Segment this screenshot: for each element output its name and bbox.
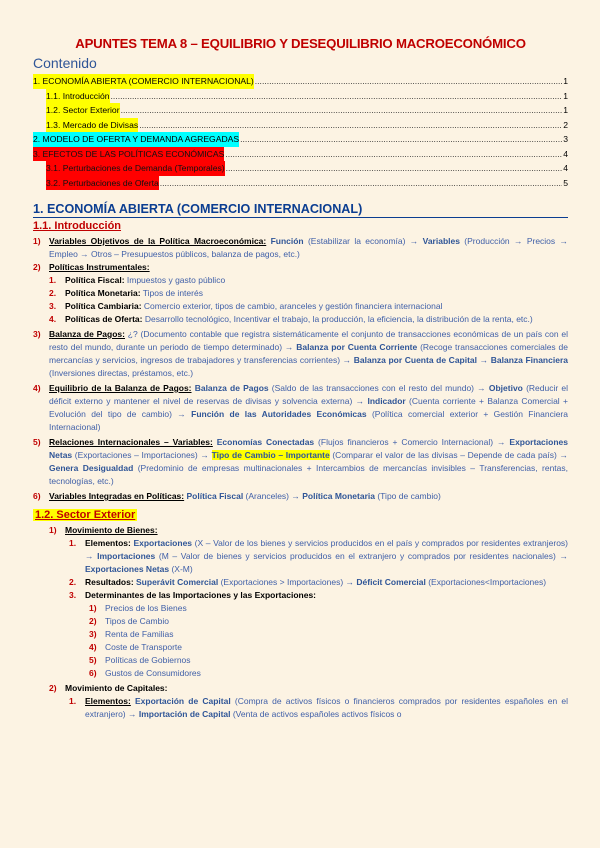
list-item: 5) Políticas de Gobiernos bbox=[89, 655, 191, 665]
list-item: 3. Determinantes de las Importaciones y las Exportaciones: bbox=[69, 590, 316, 600]
document-title: APUNTES TEMA 8 – EQUILIBRIO Y DESEQUILIBRIO MACROECONÓMICO bbox=[75, 36, 526, 51]
list-item: 2) Tipos de Cambio bbox=[89, 616, 169, 626]
list-item: 5) Relaciones Internacionales – Variables: Economías Conectadas (Flujos financieros + Comercio Internacional) → Exportaciones Netas (Exportaciones – Importaciones) → Tipo de Cambio – Importante (Comparar el valor de las divisas – Depende de cada país) → Genera Desigualdad (Predominio de empresas multinacionales + Intercambios de mercancías invisibles – Transferencias, rentas, tecnologías, etc.) bbox=[33, 437, 569, 486]
section-heading: 1. ECONOMÍA ABIERTA (COMERCIO INTERNACIONAL) bbox=[33, 202, 568, 218]
list-item: 2) Movimiento de Capitales: bbox=[49, 683, 168, 693]
toc-entry[interactable]: 1.2. Sector Exterior ..... 1 bbox=[33, 103, 568, 118]
list-item: 2. Resultados: Superávit Comercial (Exportaciones > Importaciones) → Déficit Comercial (Exportaciones<Importaciones) bbox=[69, 577, 547, 587]
toc-entry[interactable]: 2. MODELO DE OFERTA Y DEMANDA AGREGADAS ..... 3 bbox=[33, 132, 568, 147]
subsection-heading: 1.2. Sector Exterior bbox=[35, 509, 136, 521]
list-item: 4. Políticas de Oferta: Desarrollo tecnológico, Incentivar el trabajo, la producción, la eficiencia, la distribución de la renta, etc.) bbox=[49, 314, 533, 324]
list-item: 4) Coste de Transporte bbox=[89, 642, 183, 652]
toc-entry[interactable]: 3.2. Perturbaciones de Oferta ..... 5 bbox=[33, 176, 568, 191]
list-item: 6) Variables Integradas en Políticas: Política Fiscal (Aranceles) → Política Monetaria (Tipo de cambio) bbox=[33, 491, 441, 501]
list-item: 4) Equilibrio de la Balanza de Pagos: Balanza de Pagos (Saldo de las transacciones con el resto del mundo) → Objetivo (Reducir el déficit externo y mantener el nivel de reservas de divisas y solvencia externa) → Indicador (Cuenta corriente + Balanza Comercial + Evolución del tipo de cambio) → Función de las Autoridades Económicas (Política comercial exterior + Gestión Financiera Internacional) bbox=[33, 383, 568, 432]
list-item: 2) Políticas Instrumentales: bbox=[33, 262, 150, 272]
list-item: 1) Precios de los Bienes bbox=[89, 603, 187, 613]
list-item: 1. Política Fiscal: Impuestos y gasto público bbox=[49, 275, 226, 285]
list-item: 1. Elementos: Exportaciones (X – Valor de los bienes y servicios producidos en el país y comprados por residentes extranjeros) → Importaciones (M – Valor de bienes y servicios producidos en el extranjero y comprados por residentes nacionales) → Exportaciones Netas (X-M) bbox=[69, 538, 569, 574]
list-item: 3. Política Cambiaria: Comercio exterior, tipos de cambio, aranceles y gestión financiera internacional bbox=[49, 301, 443, 311]
document-page bbox=[33, 36, 568, 721]
toc-entry[interactable]: 3. EFECTOS DE LAS POLÍTICAS ECONÓMICAS ..... 4 bbox=[33, 147, 568, 162]
table-of-contents bbox=[33, 74, 568, 190]
list-item: 1) Variables Objetivos de la Política Macroeconómica: Función (Estabilizar la economía) → Variables (Producción → Precios → Empleo → Otros – Presupuestos públicos, balanza de pagos, etc.) bbox=[33, 236, 568, 259]
list-item: 6) Gustos de Consumidores bbox=[89, 668, 201, 678]
list-item: 1. Elementos: Exportación de Capital (Compra de activos físicos o financieros comprados por residentes españoles en el extranjero) → Importación de Capital (Venta de activos españoles activos físicos o bbox=[69, 696, 568, 719]
toc-entry[interactable]: 3.1. Perturbaciones de Demanda (Temporales) ..... 4 bbox=[33, 161, 568, 176]
toc-entry[interactable]: 1.1. Introducción ..... 1 bbox=[33, 89, 568, 104]
list-item: 3) Renta de Familias bbox=[89, 629, 174, 639]
toc-entry[interactable]: 1. ECONOMÍA ABIERTA (COMERCIO INTERNACIONAL) ..... 1 bbox=[33, 74, 568, 89]
list-item: 1) Movimiento de Bienes: bbox=[49, 525, 158, 535]
list-item: 2. Política Monetaria: Tipos de interés bbox=[49, 288, 203, 298]
toc-heading: Contenido bbox=[33, 55, 97, 71]
toc-entry[interactable]: 1.3. Mercado de Divisas ..... 2 bbox=[33, 118, 568, 133]
list-item: 3) Balanza de Pagos: ¿? (Documento contable que registra sistemáticamente el conjunto de transacciones económicas de un país con el resto del mundo, durante un periodo de tiempo determinado) → Balanza por Cuenta Corriente (Recoge transacciones comerciales de mercancías y servicios, ingresos de trabajadores y transferencias corrientes) → Balanza por Cuenta de Capital → Balanza Financiera (Inversiones directas, préstamos, etc.) bbox=[33, 329, 569, 378]
subsection-heading: 1.1. Introducción bbox=[33, 220, 122, 232]
